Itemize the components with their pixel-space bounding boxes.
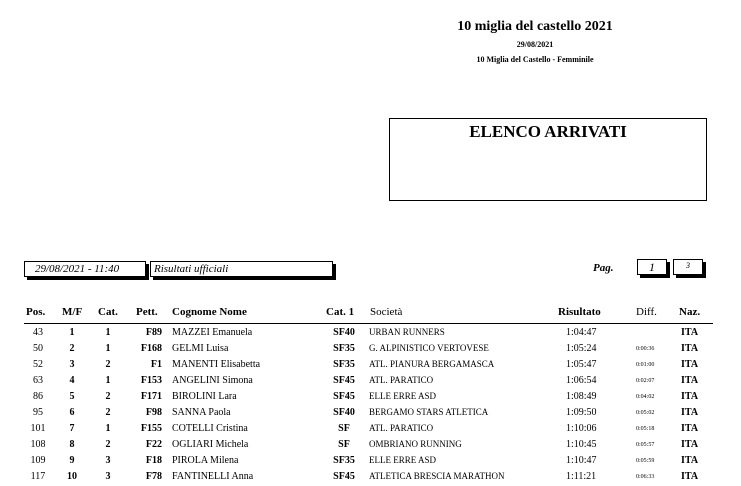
table-row: [0, 454, 741, 470]
header-divider: [24, 323, 713, 324]
cell-societa: URBAN RUNNERS: [369, 327, 445, 337]
cell-name: GELMI Luisa: [172, 343, 229, 354]
cell-naz: ITA: [681, 455, 699, 466]
cell-naz: ITA: [681, 359, 699, 370]
cell-societa: BERGAMO STARS ATLETICA: [369, 407, 489, 417]
event-subtitle: 10 Miglia del Castello - Femminile: [476, 55, 594, 64]
cell-naz: ITA: [681, 423, 699, 434]
cell-naz: ITA: [681, 471, 699, 482]
cell-cat1: SF40: [333, 407, 355, 418]
cell-mf: 10: [67, 471, 77, 482]
cell-risultato: 1:10:06: [566, 423, 597, 434]
cell-risultato: 1:05:47: [566, 359, 597, 370]
cell-diff: 0:05:59: [636, 458, 655, 464]
col-header-cat1: Cat. 1: [326, 306, 355, 318]
cell-cat1: SF35: [333, 359, 355, 370]
cell-cat: 3: [105, 471, 111, 482]
cell-pos: 43: [33, 327, 43, 338]
cell-pett: F1: [150, 359, 162, 370]
cell-societa: G. ALPINISTICO VERTOVESE: [369, 343, 489, 353]
cell-naz: ITA: [681, 439, 699, 450]
table-row: [0, 374, 741, 390]
cell-name: SANNA Paola: [172, 407, 231, 418]
col-header-naz: Naz.: [679, 306, 701, 318]
cell-risultato: 1:04:47: [566, 327, 597, 338]
cell-pett: F89: [145, 327, 162, 338]
cell-name: OGLIARI Michela: [172, 439, 249, 450]
cell-naz: ITA: [681, 343, 699, 354]
cell-cat1: SF: [338, 439, 350, 450]
col-header-mf: M/F: [62, 306, 83, 318]
total-pages[interactable]: 3: [673, 259, 703, 275]
cell-name: COTELLI Cristina: [172, 423, 248, 434]
cell-diff: 0:05:02: [636, 410, 655, 416]
cell-pos: 101: [30, 423, 46, 434]
col-header-pett: Pett.: [136, 306, 158, 318]
cell-pos: 63: [33, 375, 43, 386]
cell-pos: 95: [33, 407, 43, 418]
cell-name: MANENTI Elisabetta: [172, 359, 261, 370]
cell-mf: 7: [69, 423, 75, 434]
cell-cat1: SF45: [333, 471, 355, 482]
col-header-pos: Pos.: [26, 306, 46, 318]
cell-pett: F98: [145, 407, 162, 418]
cell-risultato: 1:10:47: [566, 455, 597, 466]
cell-pett: F155: [140, 423, 162, 434]
cell-mf: 8: [69, 439, 75, 450]
cell-cat1: SF40: [333, 327, 355, 338]
table-row: [0, 342, 741, 358]
cell-cat1: SF45: [333, 391, 355, 402]
cell-cat: 2: [105, 407, 111, 418]
cell-mf: 5: [69, 391, 75, 402]
cell-cat: 1: [105, 327, 111, 338]
cell-diff: 0:05:18: [636, 426, 655, 432]
cell-cat: 1: [105, 423, 111, 434]
page-label: Pag.: [593, 262, 614, 274]
cell-diff: 0:06:33: [636, 474, 655, 480]
cell-naz: ITA: [681, 375, 699, 386]
cell-risultato: 1:06:54: [566, 375, 597, 386]
cell-cat1: SF: [338, 423, 350, 434]
event-title: 10 miglia del castello 2021: [457, 19, 613, 34]
col-header-risultato: Risultato: [558, 306, 601, 318]
cell-pos: 86: [33, 391, 43, 402]
table-row: [0, 422, 741, 438]
table-row: [0, 470, 741, 486]
cell-diff: 0:01:00: [636, 362, 655, 368]
cell-diff: 0:00:36: [636, 346, 655, 352]
cell-name: MAZZEI Emanuela: [172, 327, 253, 338]
cell-name: FANTINELLI Anna: [172, 471, 254, 482]
cell-pett: F78: [145, 471, 162, 482]
cell-societa: ATL. PARATICO: [369, 423, 434, 433]
cell-cat: 2: [105, 439, 111, 450]
cell-cat: 2: [105, 391, 111, 402]
cell-societa: OMBRIANO RUNNING: [369, 439, 462, 449]
cell-pos: 50: [33, 343, 43, 354]
cell-name: ANGELINI Simona: [172, 375, 253, 386]
report-datetime: 29/08/2021 - 11:40: [24, 261, 146, 277]
cell-risultato: 1:11:21: [566, 471, 597, 482]
cell-cat1: SF35: [333, 455, 355, 466]
event-date: 29/08/2021: [516, 40, 554, 49]
table-row: [0, 390, 741, 406]
table-row: [0, 358, 741, 374]
cell-societa: ELLE ERRE ASD: [369, 391, 436, 401]
col-header-diff: Diff.: [636, 306, 657, 318]
cell-societa: ELLE ERRE ASD: [369, 455, 436, 465]
cell-diff: 0:05:57: [636, 442, 655, 448]
cell-pett: F171: [140, 391, 162, 402]
cell-cat: 3: [105, 455, 111, 466]
table-row: [0, 406, 741, 422]
cell-naz: ITA: [681, 407, 699, 418]
cell-pett: F168: [140, 343, 162, 354]
cell-cat1: SF45: [333, 375, 355, 386]
cell-risultato: 1:09:50: [566, 407, 597, 418]
cell-pos: 109: [30, 455, 46, 466]
current-page[interactable]: 1: [637, 259, 667, 275]
cell-societa: ATLETICA BRESCIA MARATHON: [369, 471, 505, 481]
cell-diff: 0:02:07: [636, 378, 655, 384]
cell-pos: 52: [33, 359, 43, 370]
cell-risultato: 1:08:49: [566, 391, 597, 402]
cell-mf: 9: [69, 455, 75, 466]
col-header-name: Cognome Nome: [172, 306, 247, 318]
table-row: [0, 326, 741, 342]
cell-mf: 6: [69, 407, 75, 418]
col-header-cat: Cat.: [98, 306, 118, 318]
cell-pett: F153: [140, 375, 162, 386]
results-status: Risultati ufficiali: [150, 261, 333, 277]
cell-naz: ITA: [681, 391, 699, 402]
cell-societa: ATL. PIANURA BERGAMASCA: [369, 359, 495, 369]
cell-cat: 1: [105, 375, 111, 386]
cell-name: PIROLA Milena: [172, 455, 239, 466]
cell-mf: 1: [69, 327, 75, 338]
cell-societa: ATL. PARATICO: [369, 375, 434, 385]
cell-name: BIROLINI Lara: [172, 391, 237, 402]
cell-pett: F22: [145, 439, 162, 450]
cell-risultato: 1:10:45: [566, 439, 597, 450]
cell-cat: 2: [105, 359, 111, 370]
cell-pos: 108: [30, 439, 46, 450]
cell-pos: 117: [30, 471, 46, 482]
cell-mf: 2: [69, 343, 75, 354]
cell-mf: 3: [69, 359, 75, 370]
cell-cat: 1: [105, 343, 111, 354]
cell-diff: 0:04:02: [636, 394, 655, 400]
results-table: [0, 326, 741, 486]
cell-naz: ITA: [681, 327, 699, 338]
report-title-box: [389, 118, 707, 201]
table-row: [0, 438, 741, 454]
cell-cat1: SF35: [333, 343, 355, 354]
report-title: ELENCO ARRIVATI: [469, 122, 627, 141]
cell-mf: 4: [69, 375, 75, 386]
col-header-societa: Società: [370, 306, 403, 318]
cell-pett: F18: [145, 455, 162, 466]
cell-risultato: 1:05:24: [566, 343, 597, 354]
